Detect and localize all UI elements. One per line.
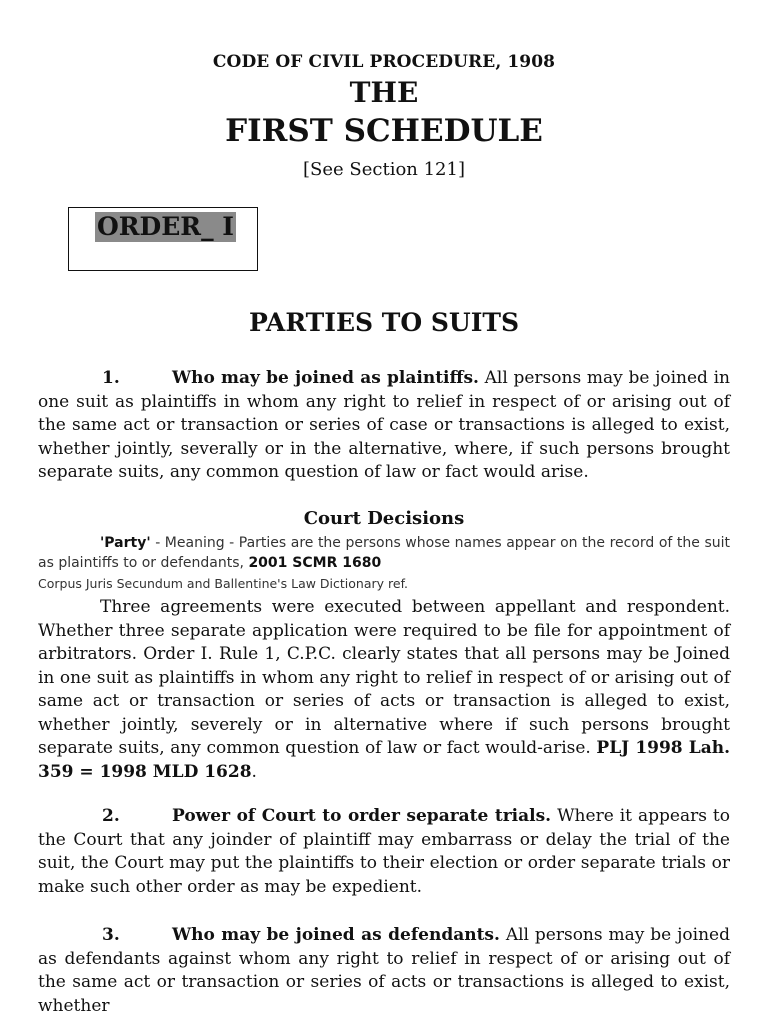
rule-3-number: 3.	[102, 925, 120, 945]
rule-2-text: Where it appears to the Court that any joinder of plaintiff may embarrass or delay the trial of the suit, the Court may put the plaintiffs to their election or order separate trials or make such other order as may be expedient.	[38, 806, 730, 897]
rule-3-heading: Who may be joined as defendants.	[172, 925, 500, 945]
court-decision-paragraph	[38, 596, 730, 784]
rule-2-heading: Power of Court to order separate trials.	[172, 806, 552, 826]
see-section-reference: [See Section 121]	[303, 159, 465, 180]
rule-3-paragraph	[38, 924, 730, 1018]
rule-3-text: All persons may be joined as defendants against whom any right to relief in respect of or arising out of the same act or transaction or series of acts or transactions is alleged to exist, whether	[38, 925, 730, 1016]
decision-citation: PLJ 1998 Lah. 359 = 1998 MLD 1628	[38, 738, 730, 782]
rule-1-number: 1.	[102, 368, 120, 388]
party-meaning-note	[38, 533, 730, 573]
rule-2-number: 2.	[102, 806, 120, 826]
code-title: CODE OF CIVIL PROCEDURE, 1908	[212, 52, 556, 72]
decision-end: .	[251, 761, 257, 782]
schedule-title: FIRST SCHEDULE	[225, 113, 543, 149]
party-note-citation: 2001 SCMR 1680	[248, 555, 382, 571]
rule-1-text: All persons may be joined in one suit as plaintiffs in whom any right to relief in respect of or arising out of the same act or transaction or series of case or transactions is alleged to exist, whether jointly, severally or in the alternative, where, if such persons brought separate suits, any common question of law or fact would arise.	[38, 368, 730, 482]
court-decisions-heading: Court Decisions	[303, 508, 465, 529]
party-term: 'Party'	[100, 535, 151, 551]
decision-text: Three agreements were executed between appellant and respondent. Whether three separate application were required to be file for appointment of arbitrators. Order I. Rule 1, C.P.C. clearly states that all persons may be Joined in one suit as plaintiffs in whom any right to relief in respect of or arising out of same act or transaction or series of acts or transaction is alleged to exist, whether jointly, severely or in alternative where if such persons brought separate suits, any common question of law or fact would-arise.	[38, 597, 730, 758]
section-title: PARTIES TO SUITS	[248, 308, 520, 337]
order-label: ORDER_ I	[97, 212, 234, 241]
the-title: THE	[349, 76, 419, 109]
rule-1-heading: Who may be joined as plaintiffs.	[172, 368, 479, 388]
order-box	[68, 207, 258, 271]
rule-1-paragraph	[38, 367, 730, 485]
party-note-text: - Meaning - Parties are the persons whose names appear on the record of the suit as plaintiffs to or defendants,	[38, 535, 730, 571]
rule-2-paragraph	[38, 805, 730, 899]
corpus-juris-reference: Corpus Juris Secundum and Ballentine's Law Dictionary ref.	[38, 576, 409, 591]
